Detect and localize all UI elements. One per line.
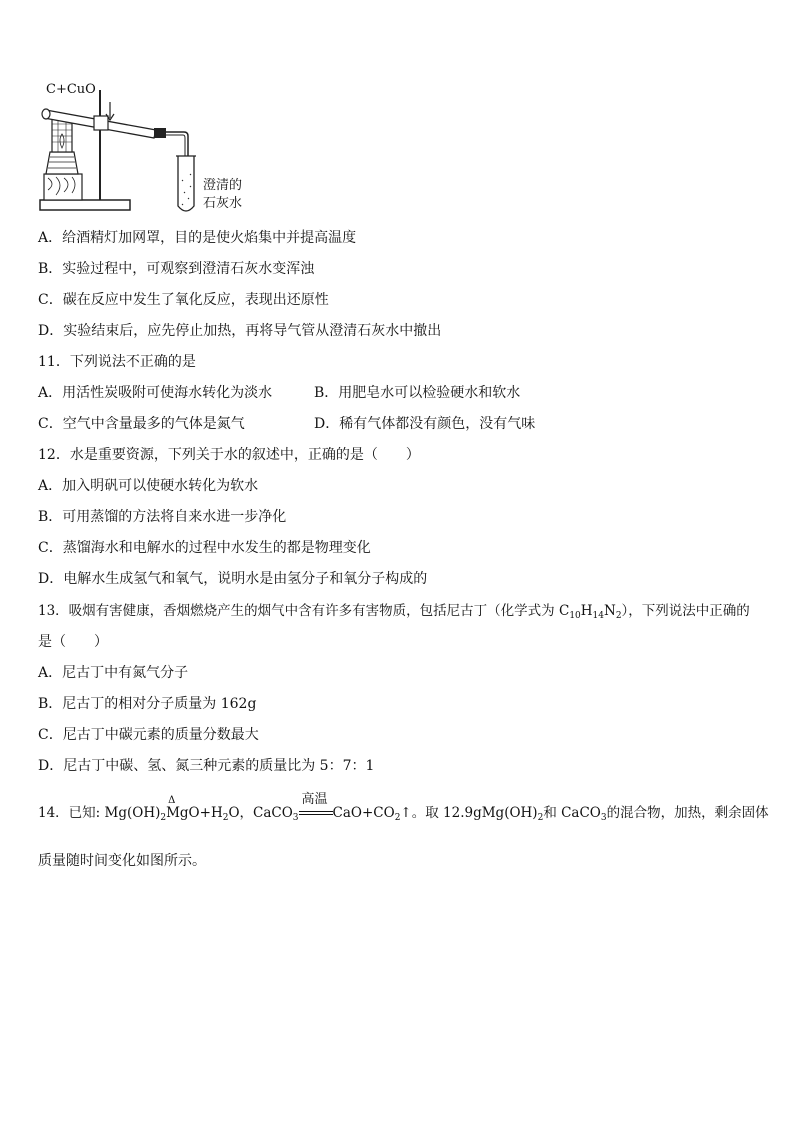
q11-option-b: B．用肥皂水可以检验硬水和软水 bbox=[314, 385, 521, 401]
q13-option-a: A．尼古丁中有氮气分子 bbox=[38, 665, 189, 681]
q12-option-a: A．加入明矾可以使硬水转化为软水 bbox=[38, 478, 259, 494]
figure-label-limewater-2: 石灰水 bbox=[203, 196, 243, 211]
q13-stem-line2: 是（ ） bbox=[38, 634, 108, 650]
q10-option-c: C．碳在反应中发生了氧化反应，表现出还原性 bbox=[38, 292, 329, 308]
q10-option-a: A．给酒精灯加网罩，目的是使火焰集中并提高温度 bbox=[38, 230, 357, 246]
q13-option-c: C．尼古丁中碳元素的质量分数最大 bbox=[38, 727, 259, 743]
q11-option-a: A．用活性炭吸附可使海水转化为淡水 bbox=[38, 385, 273, 401]
q12-stem: 12．水是重要资源，下列关于水的叙述中，正确的是（ ） bbox=[38, 447, 420, 463]
q14-stem-line2: 质量随时间变化如图所示。 bbox=[38, 853, 206, 869]
q10-option-b: B．实验过程中，可观察到澄清石灰水变浑浊 bbox=[38, 261, 315, 277]
q11-option-d: D．稀有气体都没有颜色，没有气味 bbox=[314, 416, 536, 432]
q10-option-d: D．实验结束后，应先停止加热，再将导气管从澄清石灰水中撤出 bbox=[38, 323, 442, 339]
q13-stem-line1: 13．吸烟有害健康，香烟燃烧产生的烟气中含有许多有害物质，包括尼古丁（化学式为 $C_{10}H_{14}N_2$），下列说法中正确的 bbox=[38, 603, 750, 621]
q13-option-b: B．尼古丁的相对分子质量为 162g bbox=[38, 696, 257, 712]
q12-option-d: D．电解水生成氢气和氧气，说明水是由氢分子和氧分子构成的 bbox=[38, 571, 428, 587]
figure-label-c-cuo: C+CuO bbox=[46, 82, 96, 97]
q14-stem-line1: 14．已知: $Mg(OH)_2$ Δ $MgO+H_2O$，CaCO$_3$ 高温 $CaO+CO_2↑$。取 $12.9gMg(OH)_2$和 CaCO$_3$的混合物，加热，剩余固体 bbox=[38, 791, 769, 823]
heat-symbol: Δ bbox=[168, 795, 176, 806]
q11-stem: 11．下列说法不正确的是 bbox=[38, 354, 196, 370]
figure-label-limewater-1: 澄清的 bbox=[203, 178, 243, 193]
q11-option-c: C．空气中含量最多的气体是氮气 bbox=[38, 416, 245, 432]
q12-option-c: C．蒸馏海水和电解水的过程中水发生的都是物理变化 bbox=[38, 540, 371, 556]
high-temp-label: 高温 bbox=[301, 791, 328, 807]
q13-option-d: D．尼古丁中碳、氢、氮三种元素的质量比为 5：7：1 bbox=[38, 758, 375, 774]
apparatus-figure bbox=[38, 82, 268, 217]
q12-option-b: B．可用蒸馏的方法将自来水进一步净化 bbox=[38, 509, 287, 525]
